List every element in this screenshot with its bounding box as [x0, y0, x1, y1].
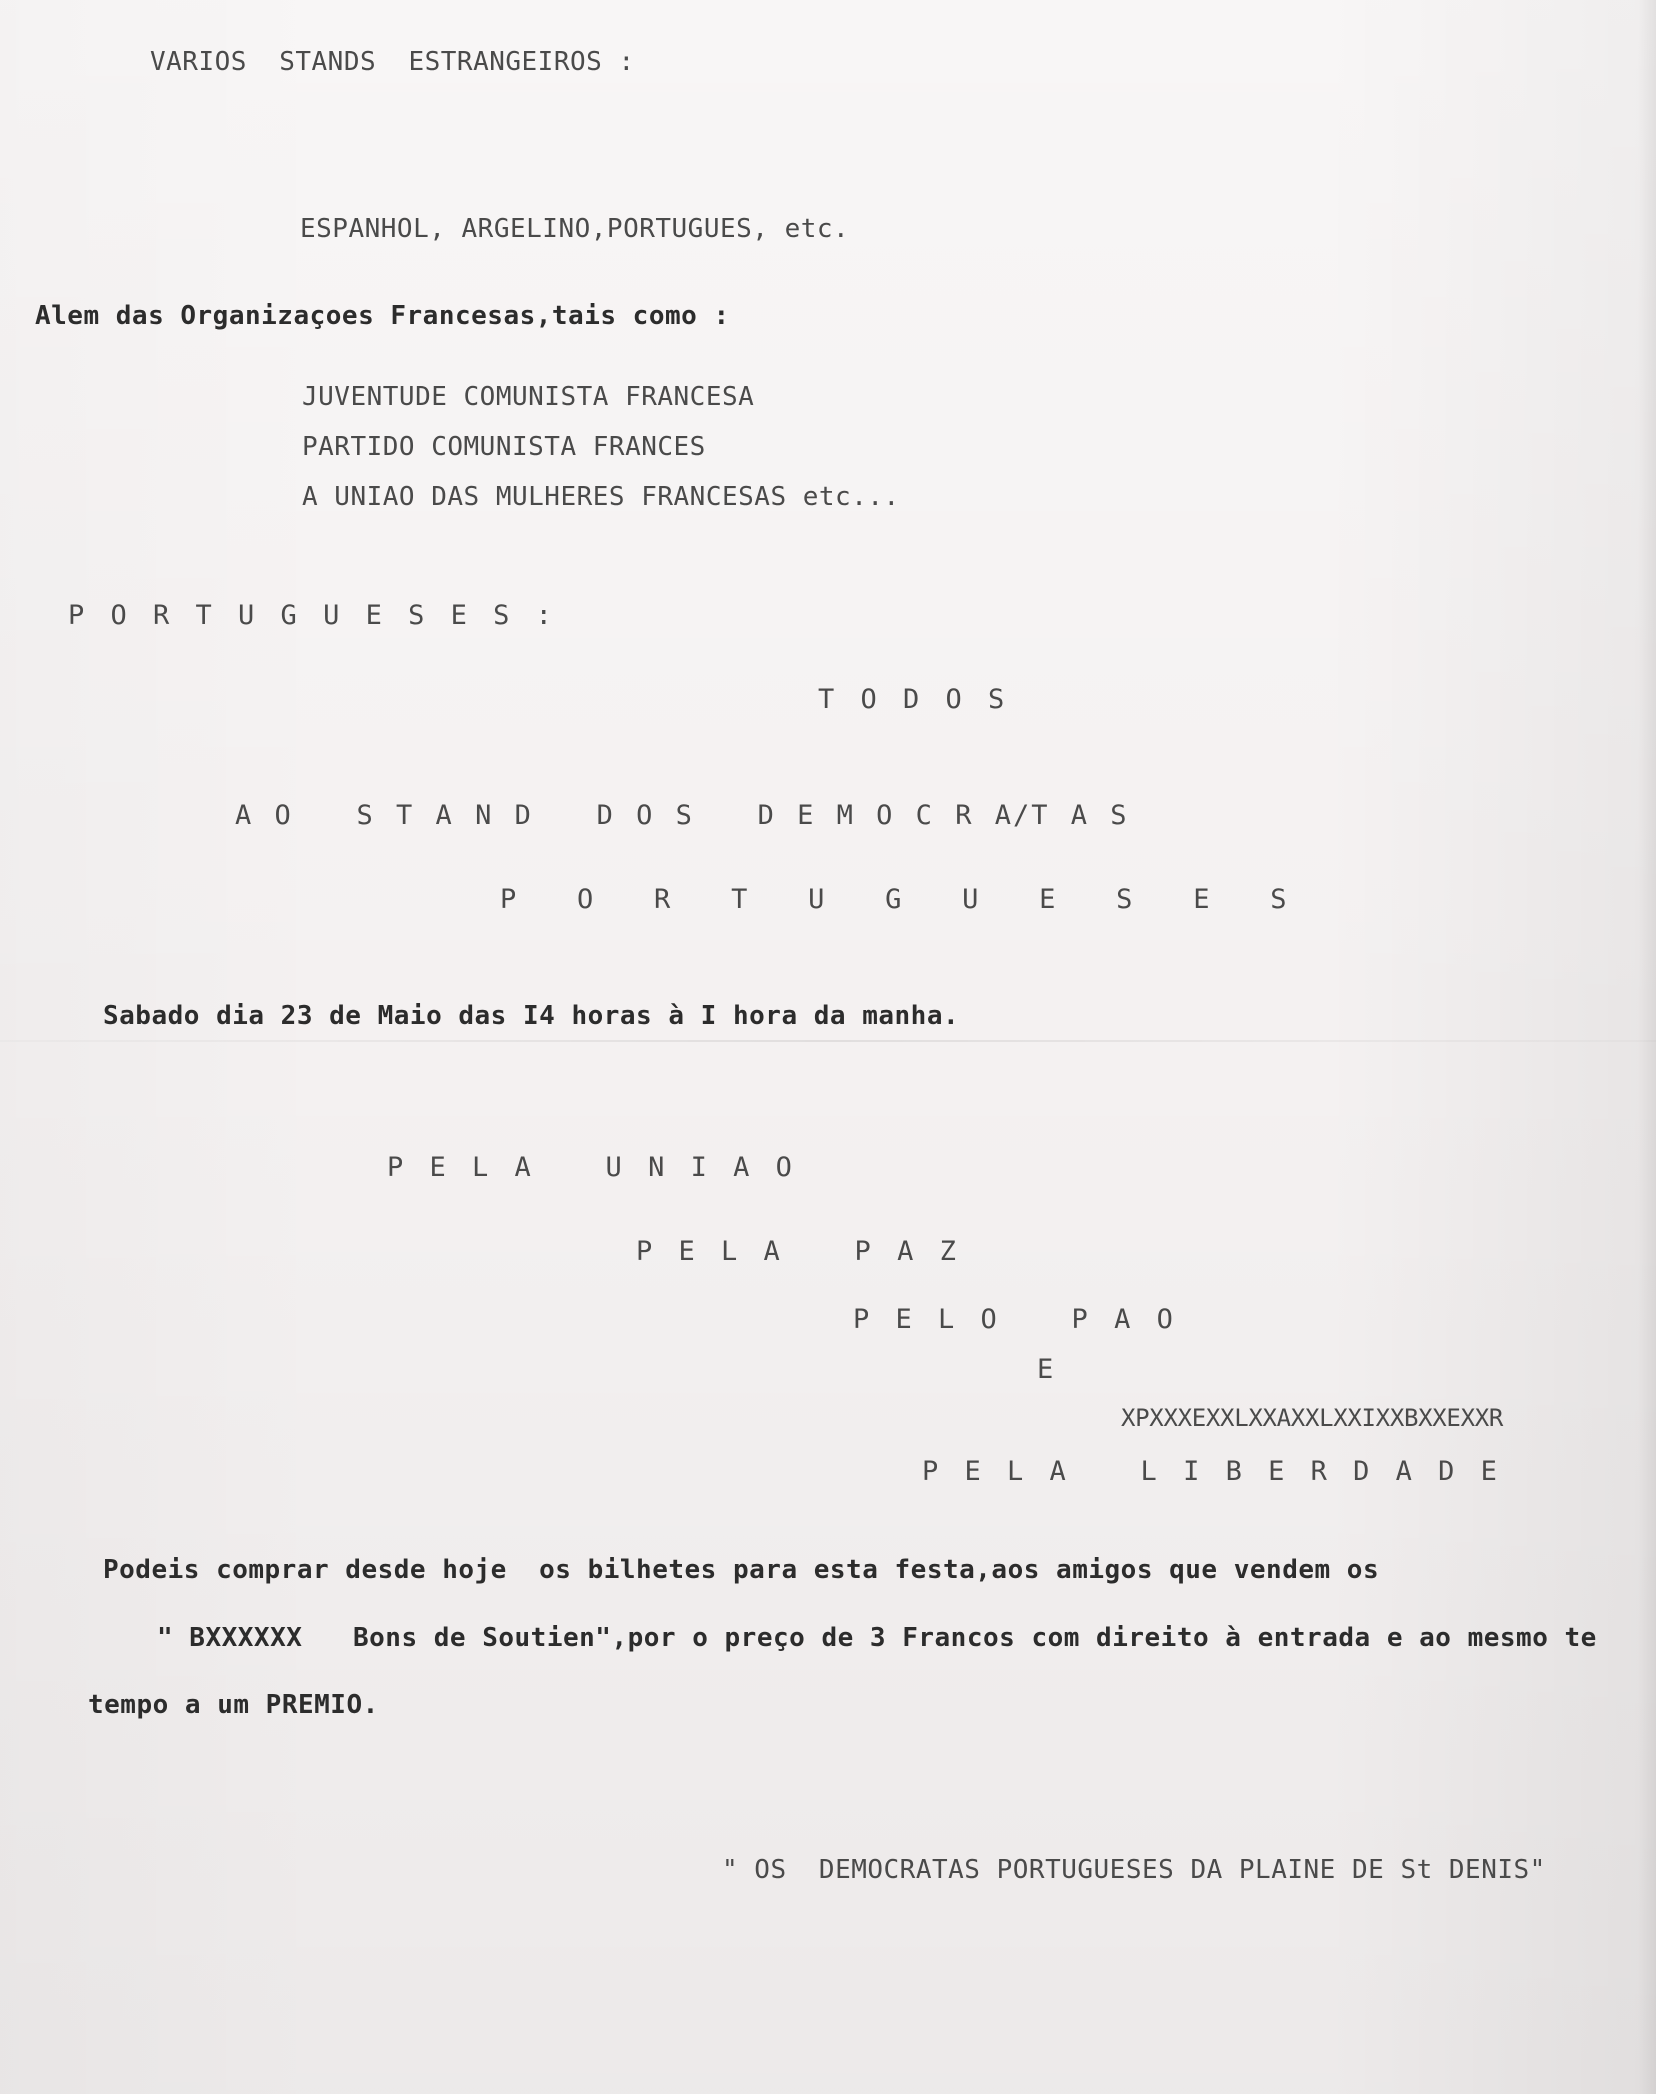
- tickets-line-2-struck: " BXXXXXX: [157, 1623, 303, 1653]
- signature: " OS DEMOCRATAS PORTUGUESES DA PLAINE DE St DENIS": [722, 1855, 1546, 1885]
- stands-list: ESPANHOL, ARGELINO,PORTUGUES, etc.: [300, 214, 850, 244]
- stands-heading: VARIOS STANDS ESTRANGEIROS :: [150, 47, 635, 77]
- orgs-intro: Alem das Organizaçoes Francesas,tais como :: [35, 301, 730, 331]
- paper-edge-shadow: [1638, 0, 1656, 2094]
- paper-fold: [0, 1040, 1656, 1042]
- portugueses-line: P O R T U G U E S E S: [500, 884, 1290, 915]
- slogan-pela-paz: P E L A P A Z: [636, 1236, 958, 1267]
- org-item: JUVENTUDE COMUNISTA FRANCESA: [302, 382, 755, 412]
- tickets-line-1: Podeis comprar desde hoje os bilhetes para esta festa,aos amigos que vendem os: [103, 1555, 1380, 1585]
- struck-out-text: XPXXXEXXLXXAXXLXXIXXBXXEXXR: [1121, 1404, 1504, 1432]
- tickets-line-3: tempo a um PREMIO.: [88, 1690, 379, 1720]
- slogan-pelo-pao: P E L O P A O: [853, 1304, 1175, 1335]
- call-portugueses: P O R T U G U E S E S :: [68, 600, 554, 631]
- slogan-pela-uniao: P E L A U N I A O: [387, 1152, 794, 1183]
- org-item: A UNIAO DAS MULHERES FRANCESAS etc...: [302, 482, 900, 512]
- date-line: Sabado dia 23 de Maio das I4 horas à I hora da manha.: [103, 1001, 960, 1031]
- stand-line: A O S T A N D D O S D E M O C R A/T A S: [235, 800, 1129, 831]
- tickets-line-2: Bons de Soutien",por o preço de 3 Francos com direito à entrada e ao mesmo te: [353, 1623, 1597, 1653]
- todos: T O D O S: [818, 684, 1007, 715]
- slogan-e: E: [1037, 1354, 1054, 1385]
- slogan-pela-liberdade: P E L A L I B E R D A D E: [922, 1456, 1499, 1487]
- org-item: PARTIDO COMUNISTA FRANCES: [302, 432, 706, 462]
